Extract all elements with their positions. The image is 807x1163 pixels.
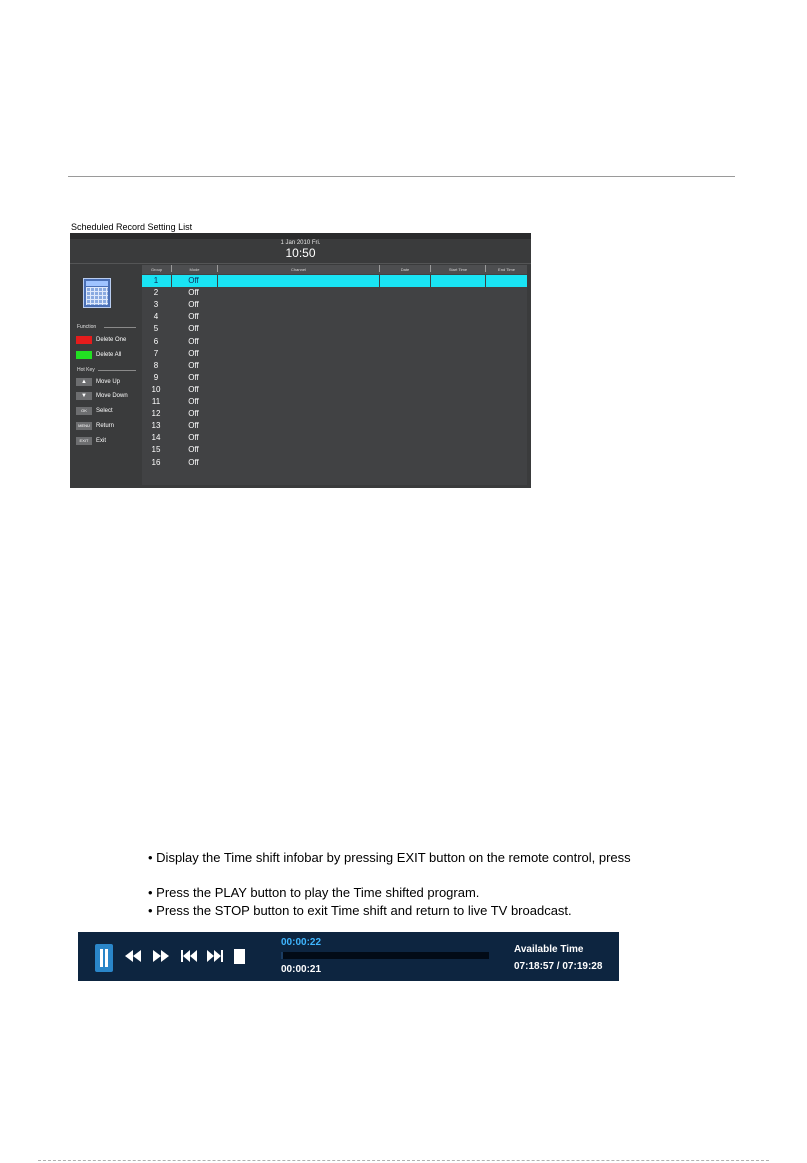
- red-key-icon[interactable]: [76, 336, 92, 344]
- mode-cell: Off: [188, 276, 199, 285]
- cell-separator: [430, 275, 431, 287]
- table-row[interactable]: [142, 457, 527, 469]
- table-row[interactable]: [142, 372, 527, 384]
- current-time: 10:50: [285, 246, 316, 260]
- mode-cell: Off: [188, 348, 199, 358]
- hotkey-section-line: [98, 370, 136, 371]
- mode-cell: Off: [188, 372, 199, 382]
- group-cell: 7: [153, 348, 159, 358]
- mode-cell: Off: [188, 421, 199, 431]
- mode-cell: Off: [188, 433, 199, 443]
- pause-bar-right: [105, 949, 108, 967]
- group-cell: 9: [153, 372, 159, 382]
- column-header-channel: Channel: [291, 267, 306, 272]
- group-cell: 4: [153, 312, 159, 322]
- table-row[interactable]: [142, 275, 527, 287]
- recorded-time: 00:00:21: [281, 964, 322, 975]
- list-header: [142, 265, 527, 274]
- cell-separator: [485, 275, 486, 287]
- delete-all-label: Delete All: [96, 352, 122, 358]
- mode-cell: Off: [188, 324, 199, 334]
- instruction-line-3: • Press the STOP button to exit Time shift and return to live TV broadcast.: [148, 903, 572, 918]
- timeshift-infobar: [78, 932, 619, 981]
- table-row[interactable]: [142, 348, 527, 360]
- column-header-date: Date: [400, 267, 410, 272]
- table-row[interactable]: [142, 384, 527, 396]
- table-row[interactable]: [142, 396, 527, 408]
- timeshift-progress-fill: [281, 952, 283, 959]
- ok-key-icon[interactable]: OK: [76, 407, 92, 415]
- group-cell: 15: [151, 445, 161, 455]
- cell-separator: [379, 275, 380, 287]
- fast-forward-icon[interactable]: [151, 946, 171, 966]
- available-time-label: Available Time: [514, 944, 584, 955]
- mode-cell: Off: [188, 312, 199, 322]
- table-row[interactable]: [142, 336, 527, 348]
- table-row[interactable]: [142, 360, 527, 372]
- record-list: [142, 265, 527, 485]
- menu-key-icon[interactable]: MENU: [76, 422, 92, 430]
- calendar-header: [86, 281, 108, 286]
- table-row[interactable]: [142, 408, 527, 420]
- mode-cell: Off: [188, 445, 199, 455]
- function-section-line: [104, 327, 136, 328]
- cell-separator: [171, 275, 172, 287]
- table-row[interactable]: [142, 287, 527, 299]
- table-row[interactable]: [142, 323, 527, 335]
- group-cell: 11: [151, 397, 161, 406]
- mode-cell: Off: [188, 457, 199, 467]
- panel-title: Scheduled Record Setting List: [70, 221, 531, 233]
- return-label: Return: [96, 423, 115, 429]
- group-cell: 14: [151, 433, 161, 443]
- table-row[interactable]: [142, 444, 527, 456]
- function-section-label: Function: [77, 324, 97, 330]
- instruction-line-2: • Press the PLAY button to play the Time shifted program.: [148, 885, 480, 900]
- group-cell: 8: [153, 360, 159, 370]
- mode-cell: Off: [188, 360, 199, 370]
- hotkey-section-label: Hot Key: [77, 367, 95, 373]
- table-row[interactable]: [142, 420, 527, 432]
- group-cell: 16: [151, 457, 161, 467]
- table-row[interactable]: [142, 311, 527, 323]
- column-header-end-time: End Time: [498, 267, 515, 272]
- move-down-label: Move Down: [96, 393, 128, 399]
- page-bottom-rule: [38, 1160, 769, 1161]
- current-position-time: 00:00:22: [281, 937, 322, 948]
- calendar-icon: [83, 278, 111, 308]
- mode-cell: Off: [188, 384, 199, 394]
- mode-cell: Off: [188, 336, 199, 346]
- exit-key-icon[interactable]: EXIT: [76, 437, 92, 445]
- column-header-group: Group: [150, 267, 163, 272]
- previous-icon[interactable]: [179, 946, 199, 966]
- mode-cell: Off: [188, 397, 199, 406]
- group-cell: 2: [153, 288, 159, 298]
- scheduled-record-panel: [70, 221, 531, 488]
- group-cell: 1: [153, 276, 159, 285]
- column-header-mode: Mode: [189, 267, 200, 272]
- group-cell: 3: [153, 300, 159, 310]
- available-time-value: 07:18:57 / 07:19:28: [514, 961, 603, 972]
- header-rule: [68, 176, 735, 177]
- instruction-line-1: • Display the Time shift infobar by pressing EXIT button on the remote control, press: [148, 850, 631, 865]
- group-cell: 10: [151, 384, 161, 394]
- select-label: Select: [96, 408, 113, 414]
- timeshift-progress-track[interactable]: [281, 952, 489, 959]
- group-cell: 13: [151, 421, 161, 431]
- mode-cell: Off: [188, 288, 199, 298]
- move-up-label: Move Up: [96, 379, 121, 385]
- down-arrow-icon[interactable]: ▼: [76, 392, 92, 400]
- group-cell: 6: [153, 336, 159, 346]
- group-cell: 5: [153, 324, 159, 334]
- table-row[interactable]: [142, 432, 527, 444]
- up-arrow-icon[interactable]: ▲: [76, 378, 92, 386]
- stop-icon[interactable]: [234, 949, 245, 964]
- rewind-icon[interactable]: [123, 946, 143, 966]
- mode-cell: Off: [188, 409, 199, 419]
- panel-divider: [70, 263, 531, 264]
- green-key-icon[interactable]: [76, 351, 92, 359]
- group-cell: 12: [151, 409, 161, 419]
- mode-cell: Off: [188, 300, 199, 310]
- table-row[interactable]: [142, 299, 527, 311]
- cell-separator: [217, 275, 218, 287]
- pause-icon[interactable]: [95, 944, 113, 972]
- calendar-grid: [86, 287, 108, 305]
- current-date: 1 Jan 2010 Fri.: [280, 240, 321, 246]
- exit-label: Exit: [96, 438, 107, 444]
- next-icon[interactable]: [205, 946, 225, 966]
- column-header-start-time: Start Time: [448, 267, 468, 272]
- delete-one-label: Delete One: [96, 337, 127, 343]
- pause-bar-left: [100, 949, 103, 967]
